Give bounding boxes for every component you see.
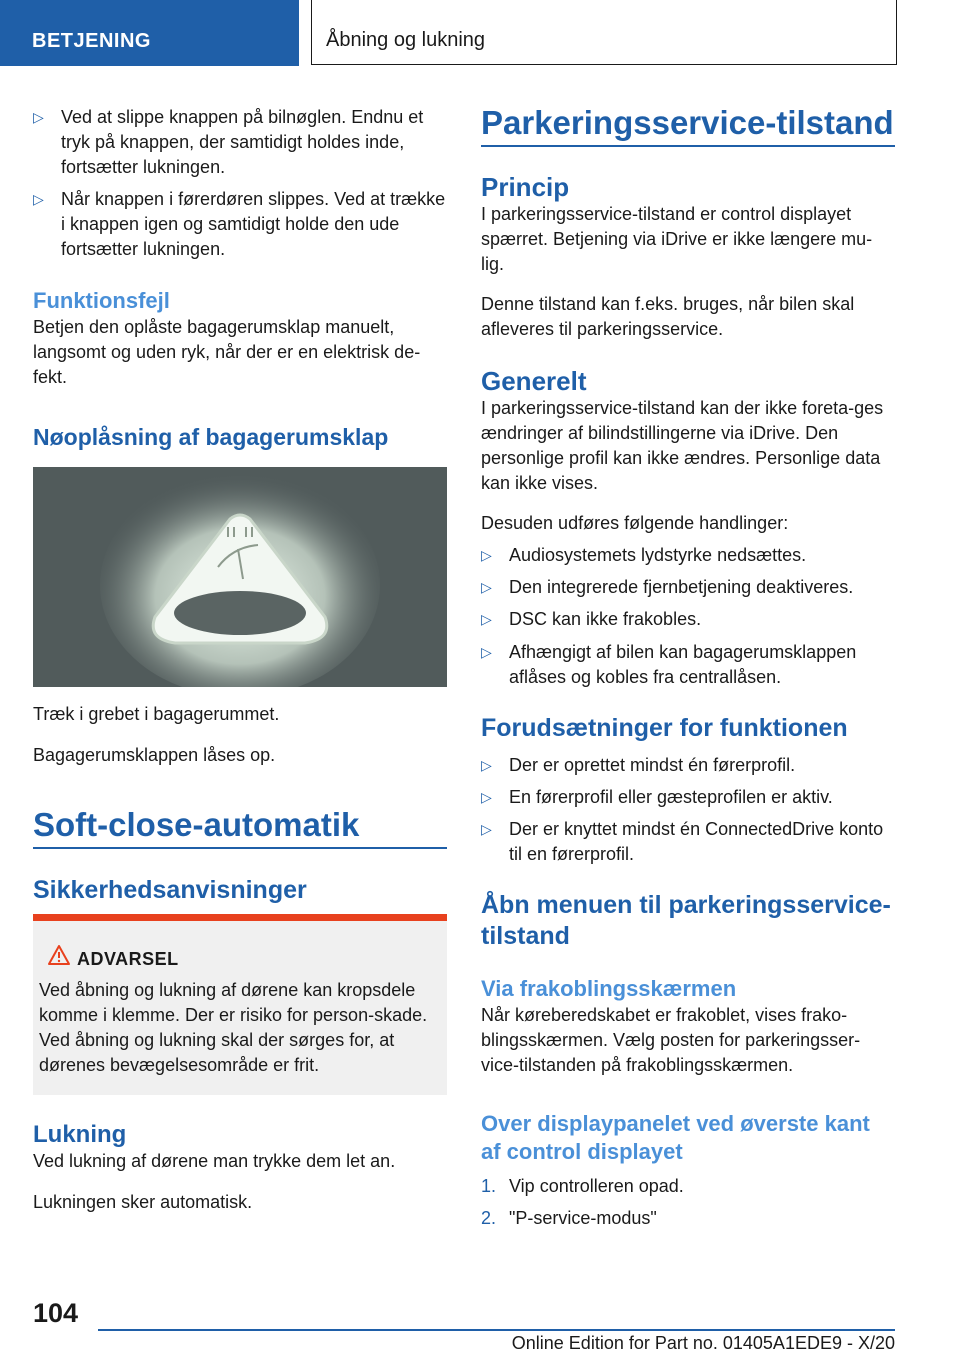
list-item xyxy=(33,105,447,180)
warning-triangle-icon xyxy=(47,944,71,966)
princip-text-1: I parkeringsservice-tilstand er control displayet spærret. Betjening via iDrive er ikke længere mu-lig. xyxy=(481,204,873,274)
warning-box xyxy=(33,914,447,1095)
softclose-section xyxy=(33,806,447,844)
parkeringsservice-heading: Parkeringsservice-tilstand xyxy=(481,104,894,141)
step-text: "P-service-modus" xyxy=(509,1208,657,1228)
bullet-arrow-icon: ▷ xyxy=(481,789,492,805)
section-divider xyxy=(33,847,447,849)
list-item-text: Ved at slippe knappen på bilnøglen. Endnu et tryk på knappen, der samtidigt holdes inde, fortsætter lukningen. xyxy=(61,107,424,177)
via-heading: Via frakoblingsskærmen xyxy=(481,976,737,1001)
step-text: Vip controlleren opad. xyxy=(509,1176,684,1196)
warning-title: ADVARSEL xyxy=(77,949,179,969)
photo-caption-2: Bagagerumsklappen låses op. xyxy=(33,745,276,765)
via-section xyxy=(481,975,895,1078)
page-number: 104 xyxy=(33,1298,79,1328)
header-chapter-label: Åbning og lukning xyxy=(326,29,486,51)
bullet-arrow-icon: ▷ xyxy=(33,109,44,125)
generelt-section xyxy=(481,366,895,496)
photo-caption-1: Træk i grebet i bagagerummet. xyxy=(33,704,280,724)
nodoplasning-heading: Nøoplåsning af bagagerumsklap xyxy=(33,424,389,450)
footer-edition: Online Edition for Part no. 01405A1EDE9 - X/20 xyxy=(511,1333,895,1353)
section-divider xyxy=(481,145,895,147)
footer-divider xyxy=(98,1329,895,1331)
emergency-handle-icon xyxy=(33,467,447,687)
bullet-arrow-icon: ▷ xyxy=(481,644,492,660)
list-item-text: En førerprofil eller gæsteprofilen er aktiv. xyxy=(509,787,833,807)
over-display-heading: Over displaypanelet ved øverste kant af control displayet xyxy=(481,1111,870,1164)
header-section-tab xyxy=(0,0,299,66)
list-item xyxy=(481,575,895,600)
header-chapter-box xyxy=(311,0,897,65)
over-display-section xyxy=(481,1110,895,1166)
abn-menu-section xyxy=(481,890,895,952)
list-item-text: Der er oprettet mindst én førerprofil. xyxy=(509,755,796,775)
list-item-text: Når knappen i førerdøren slippes. Ved at trække i knappen igen og samtidigt holde den ude fortsætter lukningen. xyxy=(61,189,446,259)
bullet-arrow-icon: ▷ xyxy=(481,757,492,773)
lukning-text-1: Ved lukning af dørene man trykke dem let an. xyxy=(33,1151,396,1171)
list-item xyxy=(481,640,895,690)
funktionsfejl-section xyxy=(33,287,447,390)
funktionsfejl-text: Betjen den oplåste bagagerumsklap manuelt, langsomt og uden ryk, når der er en elektrisk de-fekt. xyxy=(33,317,421,387)
princip-heading: Princip xyxy=(481,172,570,202)
list-item-text: Audiosystemets lydstyrke nedsættes. xyxy=(509,545,807,565)
lukning-text-2: Lukningen sker automatisk. xyxy=(33,1192,253,1212)
forudsaetninger-heading: Forudsætninger for funktionen xyxy=(481,714,848,742)
list-item-text: Afhængigt af bilen kan bagagerumsklappen aflåses og kobles fra centrallåsen. xyxy=(509,642,857,687)
header-section-label: BETJENING xyxy=(32,30,151,52)
warning-text: Ved åbning og lukning af dørene kan kropsdele komme i klemme. Der er risiko for person-skade. Ved åbning og lukning skal der sørges for, at dørenes bevægelsesområde er frit. xyxy=(39,980,428,1075)
via-text: Når køreberedskabet er frakoblet, vises frako-blingsskærmen. Vælg posten for parkeringsser-vice-tilstanden på frakoblingsskærmen. xyxy=(481,1005,861,1075)
bullet-arrow-icon: ▷ xyxy=(481,611,492,627)
princip-section xyxy=(481,172,895,277)
abn-menu-heading: Åbn menuen til parkeringsservice-tilstand xyxy=(481,891,891,950)
step-number: 2. xyxy=(481,1208,497,1228)
list-item xyxy=(481,817,895,867)
lukning-section xyxy=(33,1121,447,1174)
list-item xyxy=(481,607,895,632)
bullet-arrow-icon: ▷ xyxy=(481,547,492,563)
list-item-text: Der er knyttet mindst én ConnectedDrive konto til en førerprofil. xyxy=(509,819,884,864)
bullet-arrow-icon: ▷ xyxy=(481,579,492,595)
step-number: 1. xyxy=(481,1176,497,1196)
list-item xyxy=(481,785,895,810)
step-item xyxy=(481,1174,895,1199)
funktionsfejl-heading: Funktionsfejl xyxy=(33,288,170,313)
sikkerhed-section xyxy=(33,875,447,905)
list-item xyxy=(481,543,895,568)
softclose-heading: Soft-close-automatik xyxy=(33,806,360,843)
forudsaetninger-section xyxy=(481,714,895,742)
lukning-heading: Lukning xyxy=(33,1121,127,1148)
list-item-text: DSC kan ikke frakobles. xyxy=(509,609,702,629)
parkeringsservice-section xyxy=(481,104,895,142)
princip-text-2: Denne tilstand kan f.eks. bruges, når bilen skal afleveres til parkeringsservice. xyxy=(481,294,855,339)
bullet-arrow-icon: ▷ xyxy=(33,191,44,207)
nodoplasning-section xyxy=(33,423,447,451)
bullet-arrow-icon: ▷ xyxy=(481,821,492,837)
list-item xyxy=(33,187,447,262)
generelt-text-2: Desuden udføres følgende handlinger: xyxy=(481,513,789,533)
step-item xyxy=(481,1206,895,1231)
generelt-heading: Generelt xyxy=(481,366,587,396)
sikkerhed-heading: Sikkerhedsanvisninger xyxy=(33,876,307,904)
list-item-text: Den integrerede fjernbetjening deaktiveres. xyxy=(509,577,854,597)
generelt-text-1: I parkeringsservice-tilstand kan der ikke foreta-ges ændringer af bilindstillingerne via iDrive. Den personlige profil kan ikke ændres. Personlige data kan ikke vises. xyxy=(481,398,884,493)
trunk-release-handle-photo xyxy=(33,467,447,687)
list-item xyxy=(481,753,895,778)
